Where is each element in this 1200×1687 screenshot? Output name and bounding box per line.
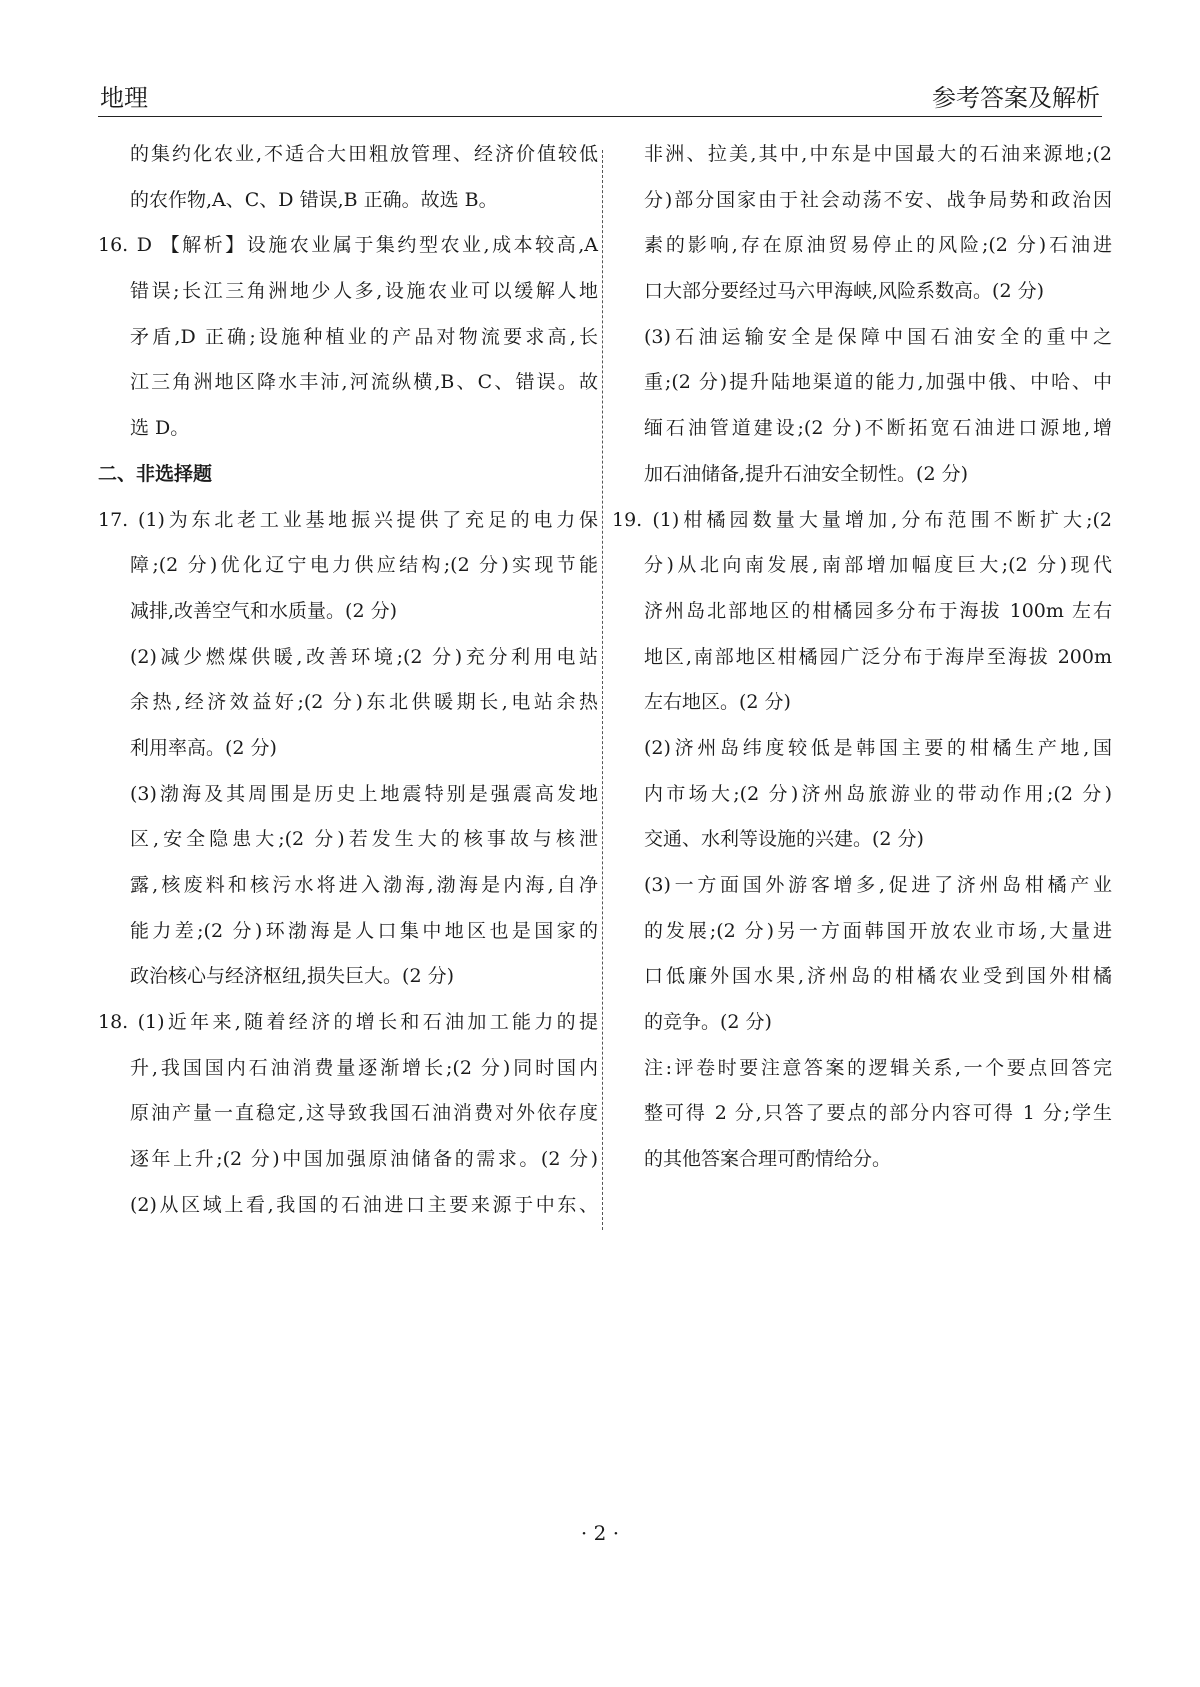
text-line: 左右地区。(2 分) <box>644 691 791 714</box>
text-line: 的农作物,A、C、D 错误,B 正确。故选 B。 <box>130 188 498 211</box>
page-header <box>100 78 1100 110</box>
text-line: 加石油储备,提升石油安全韧性。(2 分) <box>644 462 968 485</box>
text-line: 选 D。 <box>130 417 190 440</box>
text-line: 分)部分国家由于社会动荡不安、战争局势和政治因 <box>644 188 1112 211</box>
column-divider <box>602 150 603 1230</box>
text-line: 18. (1)近年来,随着经济的增长和石油加工能力的提 <box>98 1011 598 1034</box>
text-line: 逐年上升;(2 分)中国加强原油储备的需求。(2 分) <box>130 1148 598 1171</box>
text-line: 重;(2 分)提升陆地渠道的能力,加强中俄、中哈、中 <box>644 371 1112 394</box>
text-line: (2)从区域上看,我国的石油进口主要来源于中东、 <box>130 1193 598 1216</box>
text-line: 口低廉外国水果,济州岛的柑橘农业受到国外柑橘 <box>644 965 1112 988</box>
text-line: 19. (1)柑橘园数量大量增加,分布范围不断扩大;(2 <box>612 508 1112 531</box>
text-line: 升,我国国内石油消费量逐渐增长;(2 分)同时国内 <box>130 1056 598 1079</box>
text-line: 的集约化农业,不适合大田粗放管理、经济价值较低 <box>130 143 598 165</box>
text-line: (3)渤海及其周围是历史上地震特别是强震高发地 <box>130 782 598 805</box>
text-line: 障;(2 分)优化辽宁电力供应结构;(2 分)实现节能 <box>130 554 598 577</box>
left-column <box>98 132 598 1229</box>
text-line: 整可得 2 分,只答了要点的部分内容可得 1 分;学生 <box>644 1102 1112 1125</box>
text-line: 利用率高。(2 分) <box>130 736 277 759</box>
text-line: 内市场大;(2 分)济州岛旅游业的带动作用;(2 分) <box>644 782 1112 805</box>
text-line: 的发展;(2 分)另一方面韩国开放农业市场,大量进 <box>644 919 1112 942</box>
text-line: 原油产量一直稳定,这导致我国石油消费对外依存度 <box>130 1102 598 1125</box>
text-line: 余热,经济效益好;(2 分)东北供暖期长,电站余热 <box>130 691 598 714</box>
text-line: 区,安全隐患大;(2 分)若发生大的核事故与核泄 <box>130 828 598 851</box>
text-line: 17. (1)为东北老工业基地振兴提供了充足的电力保 <box>98 508 598 531</box>
text-line: 素的影响,存在原油贸易停止的风险;(2 分)石油进 <box>644 234 1112 257</box>
text-line: 的其他答案合理可酌情给分。 <box>644 1148 892 1171</box>
section-heading: 二、非选择题 <box>98 462 213 485</box>
text-line: 政治核心与经济枢纽,损失巨大。(2 分) <box>130 965 454 988</box>
header-rule <box>98 116 1102 117</box>
text-line: 交通、水利等设施的兴建。(2 分) <box>644 828 924 851</box>
text-line: 注:评卷时要注意答案的逻辑关系,一个要点回答完 <box>644 1056 1112 1079</box>
text-line: 非洲、拉美,其中,中东是中国最大的石油来源地;(2 <box>644 143 1112 165</box>
text-line: 缅石油管道建设;(2 分)不断拓宽石油进口源地,增 <box>644 417 1112 440</box>
text-line: 地区,南部地区柑橘园广泛分布于海岸至海拔 200m <box>644 645 1112 668</box>
text-line: (3)石油运输安全是保障中国石油安全的重中之 <box>644 325 1112 348</box>
subject-label: 地理 <box>100 84 148 112</box>
text-line: 江三角洲地区降水丰沛,河流纵横,B、C、错误。故 <box>130 371 598 394</box>
text-line: (3)一方面国外游客增多,促进了济州岛柑橘产业 <box>644 874 1112 896</box>
text-line: 口大部分要经过马六甲海峡,风险系数高。(2 分) <box>644 280 1044 303</box>
right-column <box>612 132 1112 1183</box>
text-line: (2)济州岛纬度较低是韩国主要的柑橘生产地,国 <box>644 736 1112 759</box>
document-title: 参考答案及解析 <box>932 84 1100 112</box>
text-line: 16. D 【解析】设施农业属于集约型农业,成本较高,A <box>98 234 598 257</box>
text-line: 的竞争。(2 分) <box>644 1011 772 1034</box>
text-line: 露,核废料和核污水将进入渤海,渤海是内海,自净 <box>130 874 598 896</box>
text-line: 分)从北向南发展,南部增加幅度巨大;(2 分)现代 <box>644 554 1112 577</box>
text-line: 能力差;(2 分)环渤海是人口集中地区也是国家的 <box>130 919 598 942</box>
text-line: 济州岛北部地区的柑橘园多分布于海拔 100m 左右 <box>644 599 1112 622</box>
text-line: 减排,改善空气和水质量。(2 分) <box>130 599 397 622</box>
text-line: 错误;长江三角洲地少人多,设施农业可以缓解人地 <box>130 280 598 303</box>
page-number: · 2 · <box>580 1521 620 1545</box>
text-line: (2)减少燃煤供暖,改善环境;(2 分)充分利用电站 <box>130 645 598 668</box>
text-line: 矛盾,D 正确;设施种植业的产品对物流要求高,长 <box>130 325 598 348</box>
